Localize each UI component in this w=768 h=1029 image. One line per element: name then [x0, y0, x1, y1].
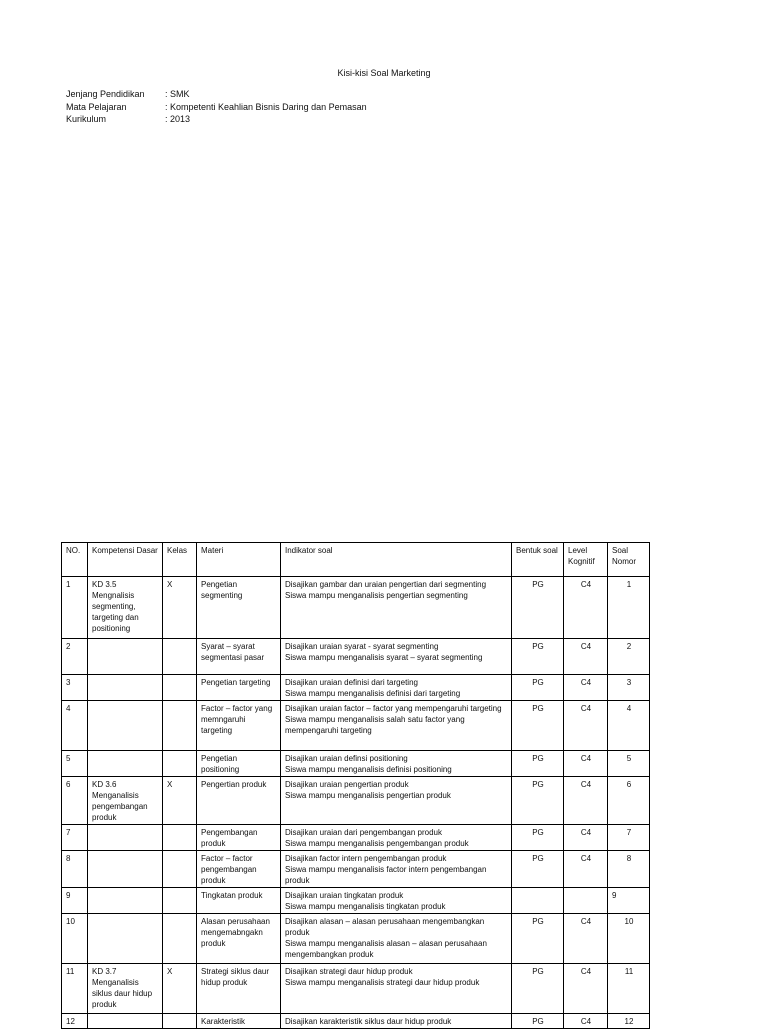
- cell-kelas: [163, 825, 197, 851]
- cell-kelas: [163, 914, 197, 964]
- kisi-kisi-table: [61, 542, 650, 1029]
- cell-soal-nomor: 8: [608, 851, 650, 888]
- cell-no: 10: [62, 914, 88, 964]
- table-row: [62, 675, 650, 701]
- cell-no: 3: [62, 675, 88, 701]
- indikator-line: Siswa mampu menganalisis definisi positioning: [285, 765, 452, 774]
- cell-indikator-soal: [281, 751, 512, 777]
- cell-soal-nomor: 2: [608, 639, 650, 675]
- cell-kelas: [163, 701, 197, 751]
- document-title: Kisi-kisi Soal Marketing: [337, 68, 431, 78]
- cell-kompetensi-dasar: [88, 751, 163, 777]
- cell-indikator-soal: [281, 888, 512, 914]
- cell-soal-nomor: 3: [608, 675, 650, 701]
- indikator-line: Siswa mampu menganalisis definisi dari targeting: [285, 689, 461, 698]
- cell-bentuk-soal: PG: [512, 964, 564, 1014]
- cell-kompetensi-dasar: [88, 1014, 163, 1029]
- cell-materi: Syarat – syarat segmentasi pasar: [197, 639, 281, 675]
- indikator-line: Disajikan uraian factor – factor yang mempengaruhi targeting: [285, 704, 502, 713]
- cell-kompetensi-dasar: KD 3.7 Menganalisis siklus daur hidup produk: [88, 964, 163, 1014]
- cell-kelas: [163, 751, 197, 777]
- cell-kompetensi-dasar: [88, 914, 163, 964]
- cell-kompetensi-dasar: [88, 888, 163, 914]
- cell-kompetensi-dasar: [88, 675, 163, 701]
- cell-kompetensi-dasar: KD 3.5 Mengnalisis segmenting, targeting dan positioning: [88, 577, 163, 639]
- cell-indikator-soal: [281, 577, 512, 639]
- cell-soal-nomor: 11: [608, 964, 650, 1014]
- table-row: [62, 577, 650, 639]
- indikator-line: Siswa mampu menganalisis factor intern pengembangan produk: [285, 865, 487, 885]
- indikator-line: Siswa mampu menganalisis strategi daur hidup produk: [285, 978, 480, 987]
- cell-indikator-soal: [281, 851, 512, 888]
- cell-no: 6: [62, 777, 88, 825]
- indikator-line: Siswa mampu menganalisis pengertian produk: [285, 791, 451, 800]
- cell-materi: Strategi siklus daur hidup produk: [197, 964, 281, 1014]
- cell-bentuk-soal: [512, 888, 564, 914]
- cell-soal-nomor: 6: [608, 777, 650, 825]
- table-row: [62, 964, 650, 1014]
- cell-bentuk-soal: PG: [512, 751, 564, 777]
- cell-no: 9: [62, 888, 88, 914]
- meta-row-jenjang: [66, 88, 367, 101]
- table-row: [62, 1014, 650, 1029]
- meta-label: Mata Pelajaran: [66, 101, 127, 112]
- cell-level-kognitif: C4: [564, 777, 608, 825]
- header-kelas: Kelas: [163, 543, 197, 577]
- indikator-line: Disajikan uraian tingkatan produk: [285, 891, 404, 900]
- cell-soal-nomor: 1: [608, 577, 650, 639]
- cell-level-kognitif: C4: [564, 1014, 608, 1029]
- cell-level-kognitif: C4: [564, 825, 608, 851]
- cell-bentuk-soal: PG: [512, 914, 564, 964]
- table-row: [62, 751, 650, 777]
- table-row: [62, 888, 650, 914]
- indikator-line: Siswa mampu menganalisis tingkatan produk: [285, 902, 446, 911]
- table-row: [62, 825, 650, 851]
- cell-kelas: [163, 1014, 197, 1029]
- cell-materi: Pengertian produk: [197, 777, 281, 825]
- indikator-line: Disajikan gambar dan uraian pengertian dari segmenting: [285, 580, 487, 589]
- meta-row-kurikulum: [66, 113, 367, 126]
- cell-bentuk-soal: PG: [512, 777, 564, 825]
- indikator-line: Siswa mampu menganalisis salah satu factor yang mempengaruhi targeting: [285, 715, 465, 735]
- cell-materi: Pengetian positioning: [197, 751, 281, 777]
- cell-indikator-soal: [281, 964, 512, 1014]
- cell-bentuk-soal: PG: [512, 1014, 564, 1029]
- header-indikator-soal: Indikator soal: [281, 543, 512, 577]
- meta-value: : SMK: [165, 89, 190, 99]
- cell-bentuk-soal: PG: [512, 639, 564, 675]
- cell-indikator-soal: [281, 777, 512, 825]
- meta-label: Jenjang Pendidikan: [66, 89, 145, 99]
- cell-kompetensi-dasar: [88, 701, 163, 751]
- meta-row-mata-pelajaran: [66, 101, 367, 114]
- cell-level-kognitif: C4: [564, 577, 608, 639]
- meta-label: Kurikulum: [66, 114, 107, 124]
- cell-no: 5: [62, 751, 88, 777]
- cell-no: 11: [62, 964, 88, 1014]
- cell-kelas: X: [163, 577, 197, 639]
- cell-materi: Alasan perusahaan mengemabngakn produk: [197, 914, 281, 964]
- cell-level-kognitif: C4: [564, 751, 608, 777]
- cell-kelas: [163, 851, 197, 888]
- cell-no: 4: [62, 701, 88, 751]
- cell-no: 2: [62, 639, 88, 675]
- cell-no: 1: [62, 577, 88, 639]
- cell-soal-nomor: 9: [608, 888, 650, 914]
- cell-soal-nomor: 7: [608, 825, 650, 851]
- cell-soal-nomor: 10: [608, 914, 650, 964]
- cell-no: 7: [62, 825, 88, 851]
- indikator-line: Disajikan strategi daur hidup produk: [285, 967, 413, 976]
- cell-kelas: X: [163, 964, 197, 1014]
- cell-materi: Factor – factor pengembangan produk: [197, 851, 281, 888]
- cell-soal-nomor: 12: [608, 1014, 650, 1029]
- cell-materi: Pengetian segmenting: [197, 577, 281, 639]
- header-bentuk-soal: Bentuk soal: [512, 543, 564, 577]
- table-row: [62, 851, 650, 888]
- cell-indikator-soal: [281, 825, 512, 851]
- cell-indikator-soal: [281, 639, 512, 675]
- indikator-line: Siswa mampu menganalisis pengertian segmenting: [285, 591, 468, 600]
- cell-kompetensi-dasar: [88, 851, 163, 888]
- cell-soal-nomor: 5: [608, 751, 650, 777]
- cell-bentuk-soal: PG: [512, 675, 564, 701]
- cell-kelas: X: [163, 777, 197, 825]
- cell-level-kognitif: C4: [564, 851, 608, 888]
- cell-indikator-soal: [281, 675, 512, 701]
- table-row: [62, 914, 650, 964]
- indikator-line: Siswa mampu menganalisis syarat – syarat segmenting: [285, 653, 483, 662]
- cell-materi: Pengetian targeting: [197, 675, 281, 701]
- cell-level-kognitif: C4: [564, 964, 608, 1014]
- indikator-line: Disajikan uraian syarat - syarat segmenting: [285, 642, 439, 651]
- cell-kelas: [163, 888, 197, 914]
- cell-materi: Tingkatan produk: [197, 888, 281, 914]
- indikator-line: Disajikan factor intern pengembangan produk: [285, 854, 447, 863]
- cell-materi: Factor – factor yang memngaruhi targeting: [197, 701, 281, 751]
- cell-materi: Karakteristik: [197, 1014, 281, 1029]
- cell-kelas: [163, 639, 197, 675]
- table-row: [62, 777, 650, 825]
- cell-kompetensi-dasar: [88, 639, 163, 675]
- header-no: NO.: [62, 543, 88, 577]
- document-meta: [66, 88, 367, 126]
- cell-kompetensi-dasar: KD 3.6 Menganalisis pengembangan produk: [88, 777, 163, 825]
- cell-indikator-soal: [281, 914, 512, 964]
- header-materi: Materi: [197, 543, 281, 577]
- cell-no: 12: [62, 1014, 88, 1029]
- header-level-kognitif: Level Kognitif: [564, 543, 608, 577]
- table-body: [62, 577, 650, 1029]
- header-soal-nomor: Soal Nomor: [608, 543, 650, 577]
- cell-kompetensi-dasar: [88, 825, 163, 851]
- cell-level-kognitif: C4: [564, 675, 608, 701]
- cell-level-kognitif: C4: [564, 639, 608, 675]
- cell-bentuk-soal: PG: [512, 577, 564, 639]
- indikator-line: Siswa mampu menganalisis pengembangan produk: [285, 839, 469, 848]
- cell-no: 8: [62, 851, 88, 888]
- cell-bentuk-soal: PG: [512, 701, 564, 751]
- header-kompetensi-dasar: Kompetensi Dasar: [88, 543, 163, 577]
- cell-bentuk-soal: PG: [512, 825, 564, 851]
- cell-indikator-soal: [281, 1014, 512, 1029]
- table-row: [62, 639, 650, 675]
- meta-value: : 2013: [165, 114, 191, 124]
- table-row: [62, 701, 650, 751]
- cell-indikator-soal: [281, 701, 512, 751]
- cell-bentuk-soal: PG: [512, 851, 564, 888]
- indikator-line: Siswa mampu menganalisis alasan – alasan perusahaan mengembangkan produk: [285, 939, 487, 959]
- indikator-line: Disajikan uraian definisi dari targeting: [285, 678, 418, 687]
- cell-soal-nomor: 4: [608, 701, 650, 751]
- indikator-line: Disajikan uraian dari pengembangan produk: [285, 828, 442, 837]
- cell-materi: Pengembangan produk: [197, 825, 281, 851]
- cell-kelas: [163, 675, 197, 701]
- indikator-line: Disajikan uraian pengertian produk: [285, 780, 409, 789]
- table-header-row: [62, 543, 650, 577]
- meta-value: : Kompetenti Keahlian Bisnis Daring dan Pemasan: [165, 101, 367, 112]
- indikator-line: Disajikan karakteristik siklus daur hidup produk: [285, 1017, 452, 1026]
- indikator-line: Disajikan alasan – alasan perusahaan mengembangkan produk: [285, 917, 485, 937]
- cell-level-kognitif: [564, 888, 608, 914]
- cell-level-kognitif: C4: [564, 914, 608, 964]
- indikator-line: Disajikan uraian definsi positioning: [285, 754, 408, 763]
- cell-level-kognitif: C4: [564, 701, 608, 751]
